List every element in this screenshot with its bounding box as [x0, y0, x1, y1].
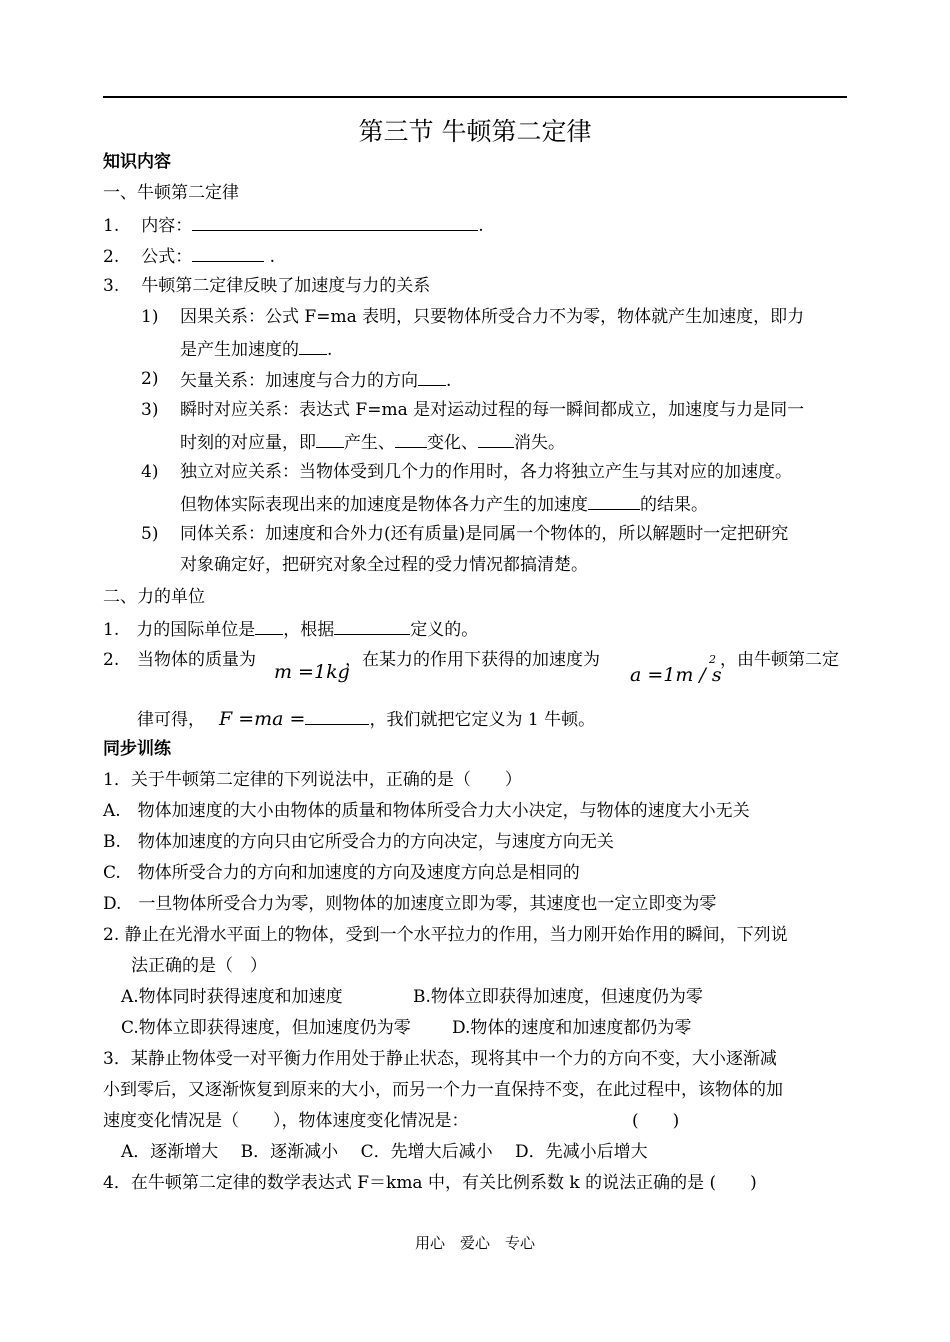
- blank-line: [395, 429, 427, 448]
- text: 律可得，: [137, 710, 205, 730]
- question-3-line2: 小到零后，又逐渐恢复到原来的大小，而另一个力一直保持不变，在此过程中，该物体的加: [103, 1080, 783, 1100]
- blank-line: [299, 336, 327, 355]
- page-title: 第三节 牛顿第二定律: [358, 117, 592, 146]
- unit-item-2-text-a: 当物体的质量为: [137, 650, 256, 670]
- unit-item-2-text-c: ，由牛顿第二定: [720, 650, 839, 670]
- blank-line: [316, 429, 344, 448]
- unit-item-2-text-d: [137, 706, 595, 732]
- subitem-number: 5): [141, 524, 159, 544]
- subitem-number: 4): [141, 462, 159, 482]
- subitem-same-body-line1: 同体关系：加速度和合外力(还有质量)是同属一个物体的，所以解题时一定把研究: [180, 524, 789, 544]
- question-1-option-d: D. 一旦物体所受合力为零，则物体的加速度立即为零，其速度也一定立即变为零: [103, 894, 717, 914]
- item-content: [103, 212, 484, 238]
- item-number: 2.: [103, 247, 120, 267]
- blank-line: [334, 616, 410, 635]
- punct: .: [264, 247, 276, 267]
- force-formula: F =ma =: [219, 708, 306, 730]
- text: 变化、: [427, 433, 478, 453]
- part-two-heading: 二、力的单位: [103, 587, 205, 607]
- item-relations: [103, 274, 430, 298]
- part-one-heading: 一、牛顿第二定律: [103, 183, 239, 203]
- blank-line: [588, 491, 640, 510]
- unit-item-2-text-b: ，在某力的作用下获得的加速度为: [345, 650, 600, 670]
- question-1-option-a: A. 物体加速度的大小由物体的质量和物体所受合力大小决定，与物体的速度大小无关: [103, 801, 750, 821]
- subitem-independent-line1: 独立对应关系：当物体受到几个力的作用时，各力将独立产生与其对应的加速度。: [180, 462, 792, 482]
- subitem-number: 3): [141, 400, 159, 420]
- punct: .: [446, 371, 452, 391]
- text: 时刻的对应量，即: [180, 433, 316, 453]
- unit-item-2-number: 2.: [103, 650, 120, 670]
- text: 产生、: [344, 433, 395, 453]
- mass-formula: m =1kg: [274, 661, 350, 683]
- subitem-instant-line1: 瞬时对应关系：表达式 F=ma 是对运动过程的每一瞬间都成立，加速度与力是同一: [180, 400, 805, 420]
- top-rule: [103, 96, 847, 98]
- question-4: 4．在牛顿第二定律的数学表达式 F＝kma 中，有关比例系数 k 的说法正确的是 ( ): [103, 1173, 757, 1193]
- question-1: 1．关于牛顿第二定律的下列说法中，正确的是（ ）: [103, 770, 522, 790]
- text: ，我们就把它定义为 1 牛顿。: [369, 710, 596, 730]
- blank-line: [478, 429, 514, 448]
- question-3-answer-bracket: ( ): [632, 1111, 680, 1131]
- blank-line: [418, 367, 446, 386]
- blank-line: [192, 243, 264, 262]
- subitem-vector: [180, 367, 451, 393]
- text: 力的国际单位是: [136, 620, 256, 640]
- unit-item-1: [103, 616, 478, 642]
- subitem-causal-line1: 因果关系：公式 F=ma 表明，只要物体所受合力不为零，物体就产生加速度，即力: [180, 307, 805, 327]
- text: 矢量关系：加速度与合力的方向: [180, 371, 418, 391]
- question-1-option-c: C. 物体所受合力的方向和加速度的方向及速度方向总是相同的: [103, 863, 580, 883]
- subitem-same-body-line2: 对象确定好，把研究对象全过程的受力情况都搞清楚。: [180, 555, 588, 575]
- subitem-number: 2): [141, 369, 159, 389]
- question-2-line1: 2. 静止在光滑水平面上的物体，受到一个水平拉力的作用，当力刚开始作用的瞬间，下列说: [103, 925, 788, 945]
- question-2-line2: 法正确的是（ ）: [131, 956, 267, 976]
- question-1-option-b: B. 物体加速度的方向只由它所受合力的方向决定，与速度方向无关: [103, 832, 614, 852]
- text: 是产生加速度的: [180, 340, 299, 360]
- subitem-causal-line2: [180, 336, 332, 362]
- section-knowledge-heading: 知识内容: [103, 152, 171, 172]
- page-footer: 用心 爱心 专心: [414, 1234, 535, 1252]
- subitem-independent-line2: [180, 491, 708, 517]
- superscript-two: 2: [709, 653, 716, 666]
- text: 的结果。: [640, 495, 708, 515]
- question-3-line3: 速度变化情况是（ ），物体速度变化情况是：: [103, 1111, 469, 1131]
- item-number: 1.: [103, 620, 120, 640]
- subitem-number: 1): [141, 307, 159, 327]
- question-2-option-d: D.物体的速度和加速度都仍为零: [452, 1018, 692, 1038]
- acceleration-formula: a =1m / s: [630, 664, 722, 686]
- item-label: 内容：: [141, 216, 193, 236]
- item-number: 3.: [103, 276, 120, 296]
- text: 定义的。: [410, 620, 479, 640]
- blank-line: [305, 706, 369, 725]
- blank-line: [192, 212, 478, 231]
- punct: .: [327, 340, 333, 360]
- question-3-line1: 3．某静止物体受一对平衡力作用处于静止状态，现将其中一个力的方向不变，大小逐渐减: [103, 1049, 777, 1069]
- question-3-options: A．逐渐增大 B．逐渐减小 C．先增大后减小 D．先减小后增大: [121, 1142, 648, 1162]
- text: ，根据: [283, 620, 335, 640]
- item-number: 1.: [103, 216, 120, 236]
- section-training-heading: 同步训练: [103, 739, 171, 759]
- text: 但物体实际表现出来的加速度是物体各力产生的加速度: [180, 495, 588, 515]
- text: 消失。: [514, 433, 565, 453]
- item-formula: [103, 243, 275, 269]
- question-2-option-c: C.物体立即获得速度，但加速度仍为零: [121, 1018, 411, 1038]
- item-text: 牛顿第二定律反映了加速度与力的关系: [141, 276, 431, 296]
- question-2-option-b: B.物体立即获得加速度，但速度仍为零: [413, 987, 703, 1007]
- punct: .: [478, 216, 484, 236]
- question-2-option-a: A.物体同时获得速度和加速度: [121, 987, 343, 1007]
- subitem-instant-line2: [180, 429, 565, 455]
- blank-line: [255, 616, 283, 635]
- item-label: 公式：: [141, 247, 193, 267]
